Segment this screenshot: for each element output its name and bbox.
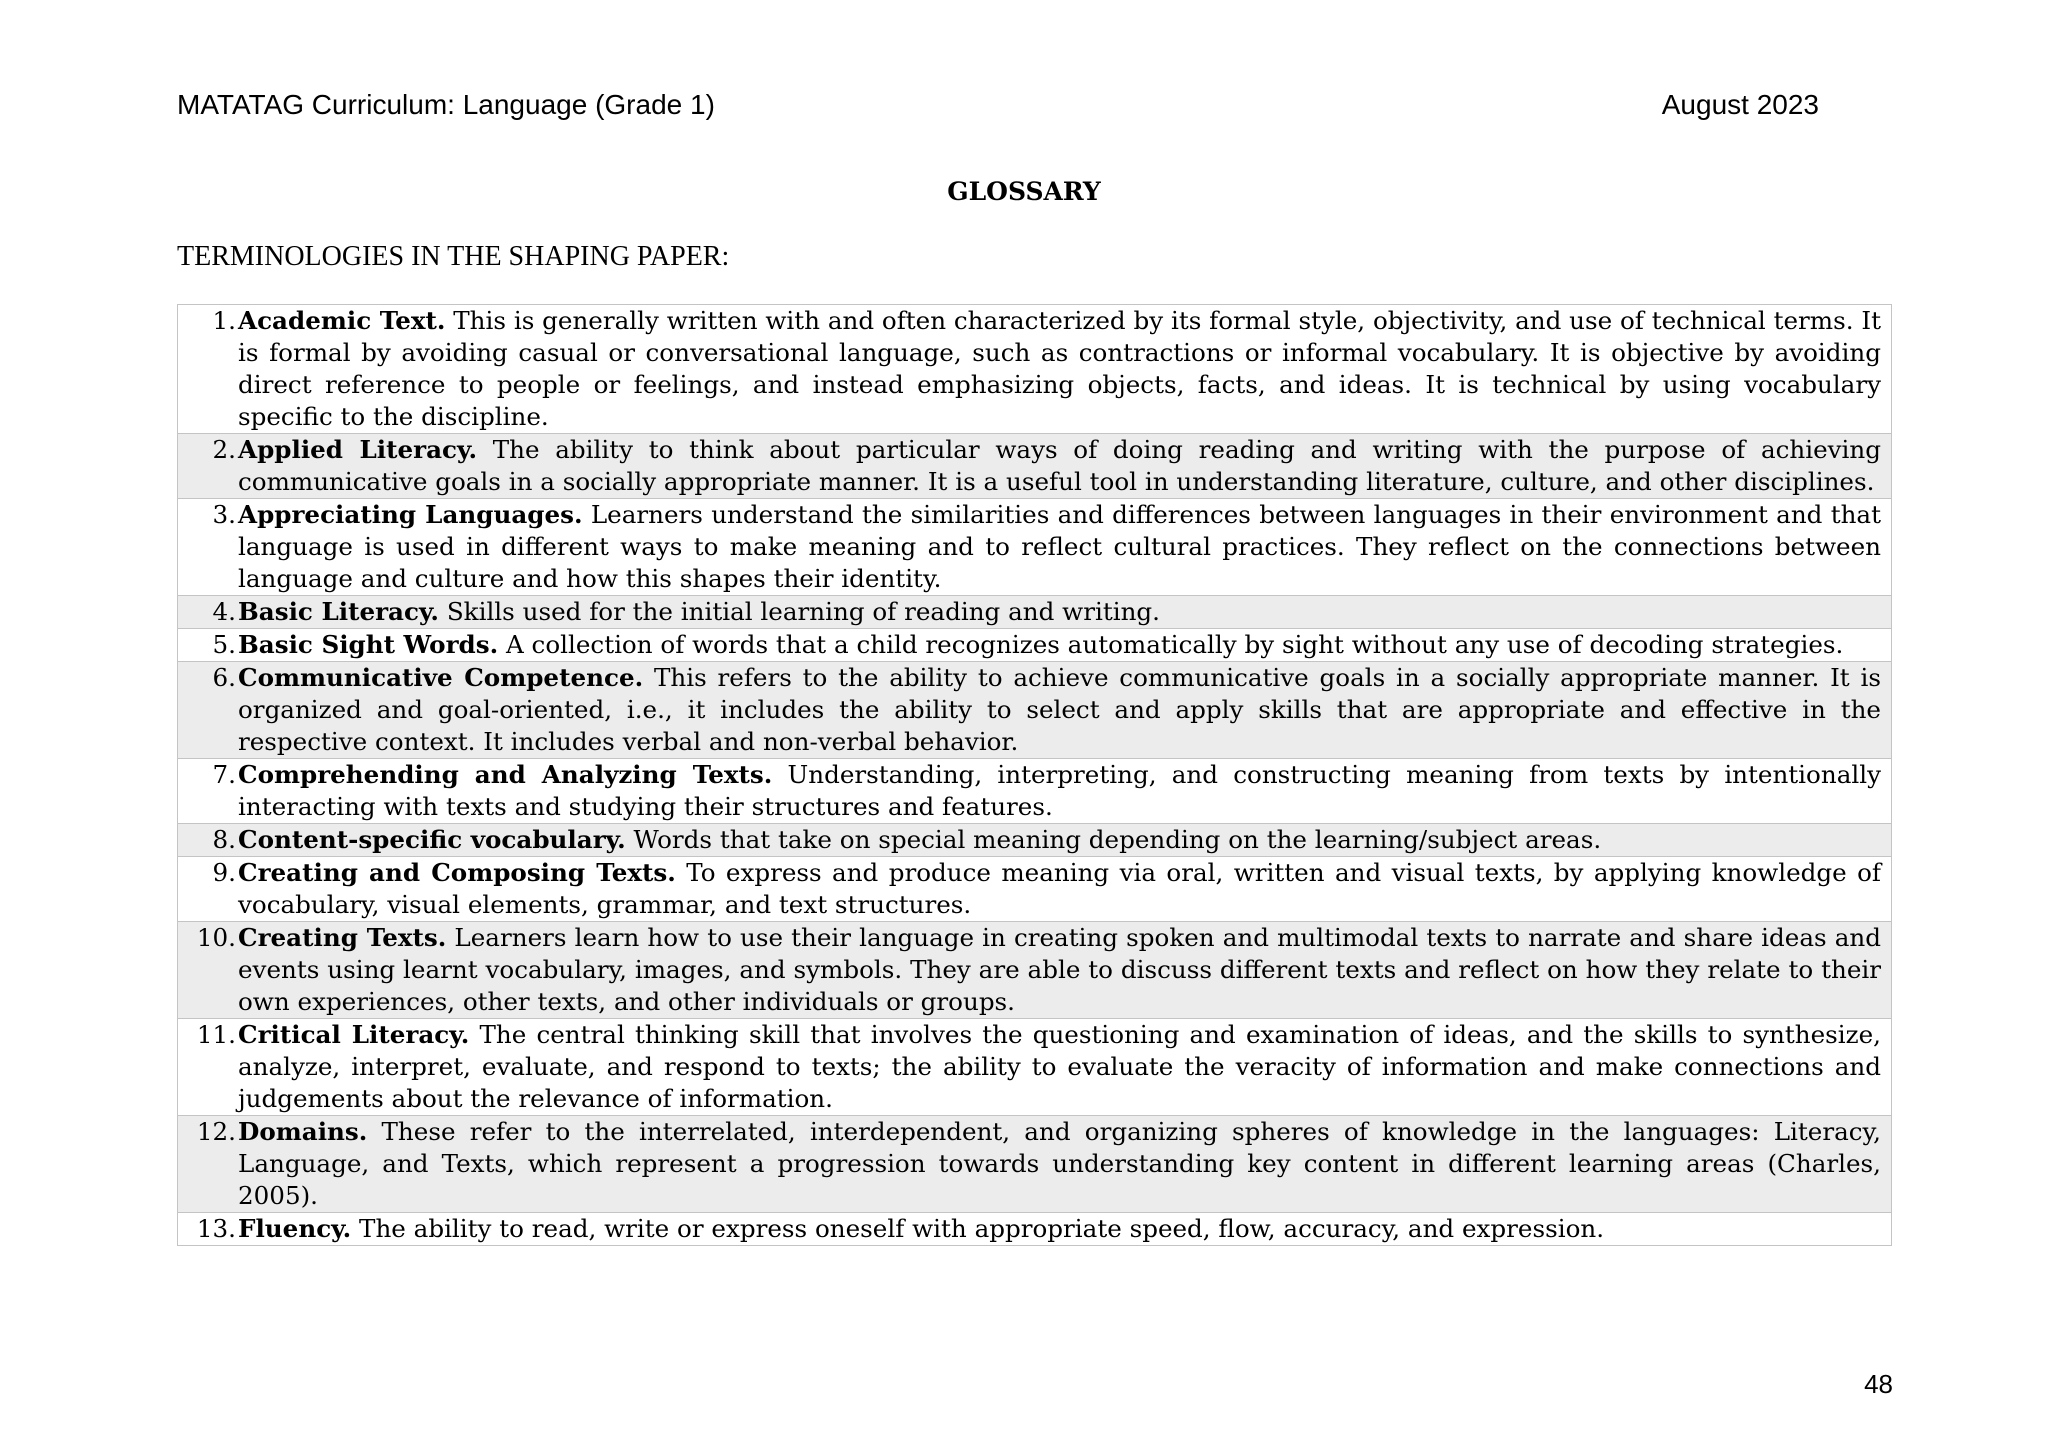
entry-body [236, 434, 1892, 499]
glossary-row [178, 824, 1892, 857]
entry-term: Fluency. [238, 1214, 352, 1243]
entry-number: 3. [178, 499, 237, 596]
entry-body [236, 759, 1892, 824]
glossary-row [178, 499, 1892, 596]
section-heading: TERMINOLOGIES IN THE SHAPING PAPER: [177, 241, 730, 272]
entry-body [236, 305, 1892, 434]
glossary-row [178, 596, 1892, 629]
entry-body [236, 1213, 1892, 1246]
entry-term: Critical Literacy. [238, 1020, 470, 1049]
entry-body [236, 1116, 1892, 1213]
glossary-table-body [178, 305, 1892, 1246]
entry-number: 5. [178, 629, 237, 662]
entry-term: Creating and Composing Texts. [238, 858, 676, 887]
glossary-row [178, 922, 1892, 1019]
entry-term: Academic Text. [238, 306, 446, 335]
entry-body [236, 499, 1892, 596]
entry-definition: Learners understand the similarities and differences between languages in their environment and that language is used in different ways to make meaning and to reflect cultural practices. They reflect on the connections between language and culture and how this shapes their identity. [238, 500, 1881, 593]
entry-number: 13. [178, 1213, 237, 1246]
entry-number: 2. [178, 434, 237, 499]
entry-term: Applied Literacy. [238, 435, 478, 464]
glossary-table [177, 304, 1892, 1246]
entry-number: 9. [178, 857, 237, 922]
glossary-row [178, 305, 1892, 434]
page-number: 48 [1864, 1369, 1893, 1399]
entry-definition: The ability to think about particular ways of doing reading and writing with the purpose of achieving communicative goals in a socially appropriate manner. It is a useful tool in understanding literature, culture, and other disciplines. [238, 435, 1881, 496]
glossary-row [178, 759, 1892, 824]
page-header [177, 88, 1819, 122]
entry-definition: Understanding, interpreting, and constructing meaning from texts by intentionally interacting with texts and studying their structures and features. [238, 760, 1881, 821]
entry-definition: The central thinking skill that involves the questioning and examination of ideas, and the skills to synthesize, analyze, interpret, evaluate, and respond to texts; the ability to evaluate the veracity of information and make connections and judgements about the relevance of information. [238, 1020, 1881, 1113]
entry-number: 7. [178, 759, 237, 824]
glossary-row [178, 434, 1892, 499]
entry-number: 10. [178, 922, 237, 1019]
entry-definition: This is generally written with and often characterized by its formal style, objectivity, and use of technical terms. It is formal by avoiding casual or conversational language, such as contractions or informal vocabulary. It is objective by avoiding direct reference to people or feelings, and instead emphasizing objects, facts, and ideas. It is technical by using vocabulary specific to the discipline. [238, 306, 1881, 431]
entry-term: Comprehending and Analyzing Texts. [238, 760, 773, 789]
entry-number: 4. [178, 596, 237, 629]
entry-term: Basic Sight Words. [238, 630, 499, 659]
entry-body [236, 857, 1892, 922]
entry-term: Appreciating Languages. [238, 500, 583, 529]
entry-body [236, 662, 1892, 759]
entry-term: Basic Literacy. [238, 597, 439, 626]
entry-number: 12. [178, 1116, 237, 1213]
entry-term: Domains. [238, 1117, 368, 1146]
entry-body [236, 596, 1892, 629]
header-document-title: MATATAG Curriculum: Language (Grade 1) [177, 89, 715, 120]
entry-body [236, 629, 1892, 662]
entry-definition: A collection of words that a child recognizes automatically by sight without any use of decoding strategies. [505, 630, 1844, 659]
glossary-row [178, 857, 1892, 922]
entry-number: 11. [178, 1019, 237, 1116]
glossary-title: GLOSSARY [947, 177, 1101, 206]
entry-definition: These refer to the interrelated, interdependent, and organizing spheres of knowledge in the languages: Literacy, Language, and Texts, which represent a progression towards understanding key content in different learning areas (Charles, 2005). [238, 1117, 1881, 1210]
entry-number: 1. [178, 305, 237, 434]
entry-body [236, 922, 1892, 1019]
entry-definition: To express and produce meaning via oral, written and visual texts, by applying knowledge of vocabulary, visual elements, grammar, and text structures. [238, 858, 1881, 919]
entry-term: Creating Texts. [238, 923, 447, 952]
entry-number: 8. [178, 824, 237, 857]
entry-term: Content-specific vocabulary. [238, 825, 626, 854]
glossary-row [178, 1116, 1892, 1213]
entry-body [236, 1019, 1892, 1116]
entry-definition: Words that take on special meaning depending on the learning/subject areas. [633, 825, 1602, 854]
glossary-row [178, 662, 1892, 759]
entry-definition: Learners learn how to use their language in creating spoken and multimodal texts to narrate and share ideas and events using learnt vocabulary, images, and symbols. They are able to discuss different texts and reflect on how they relate to their own experiences, other texts, and other individuals or groups. [238, 923, 1881, 1016]
entry-definition: Skills used for the initial learning of reading and writing. [446, 597, 1160, 626]
entry-definition: This refers to the ability to achieve communicative goals in a socially appropriate manner. It is organized and goal-oriented, i.e., it includes the ability to select and apply skills that are appropriate and effective in the respective context. It includes verbal and non-verbal behavior. [238, 663, 1881, 756]
glossary-row [178, 1019, 1892, 1116]
entry-body [236, 824, 1892, 857]
glossary-row [178, 1213, 1892, 1246]
entry-term: Communicative Competence. [238, 663, 644, 692]
glossary-row [178, 629, 1892, 662]
entry-definition: The ability to read, write or express oneself with appropriate speed, flow, accuracy, and expression. [359, 1214, 1605, 1243]
entry-number: 6. [178, 662, 237, 759]
header-date: August 2023 [1661, 89, 1819, 120]
